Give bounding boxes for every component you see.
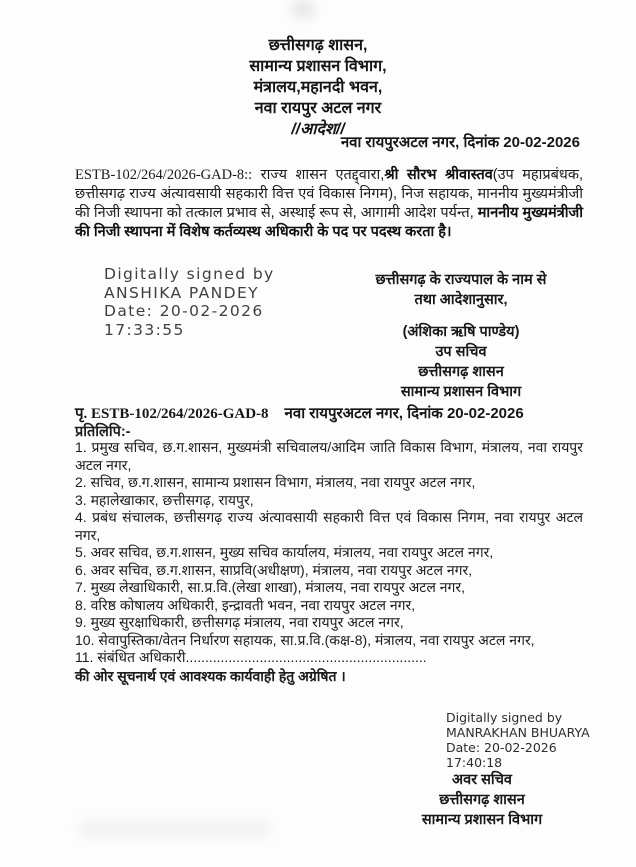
copy-list-item-8: 8. वरिष्ठ कोषालय अधिकारी, इन्द्रावती भवन, नवा रायपुर अटल नगर, xyxy=(75,596,416,613)
copy-list-item-4: 4. प्रबंध संचालक, छत्तीसगढ़ राज्य अंत्यावसायी सहकारी वित्त एवं विकास निगम, नवा रायपुर अटल नगर, xyxy=(75,509,583,543)
signatory-block-2 xyxy=(392,770,572,830)
copy-list-item-7: 7. मुख्य लेखाधिकारी, सा.प्र.वि.(लेखा शाखा), मंत्रालय, नवा रायपुर अटल नगर, xyxy=(75,579,466,595)
signatory2-government: छत्तीसगढ़ शासन xyxy=(439,792,525,808)
officer-name: श्री सौरभ श्रीवास्तव xyxy=(384,167,493,183)
dateline-top: नवा रायपुरअटल नगर, दिनांक 20-02-2026 xyxy=(340,134,580,151)
signature2-name: MANRAKHAN BHUARYA xyxy=(446,725,590,740)
authority-line-1: छत्तीसगढ़ के राज्यपाल के नाम से xyxy=(375,272,547,288)
copy-list-item-3: 3. महालेखाकार, छत्तीसगढ़, रायपुर, xyxy=(75,491,254,508)
scan-smudge-top xyxy=(292,0,314,18)
signature1-name: ANSHIKA PANDEY xyxy=(104,283,260,302)
digital-signature-stamp-1 xyxy=(104,265,275,339)
letterhead-government: छत्तीसगढ़ शासन, xyxy=(268,37,368,54)
letterhead xyxy=(0,35,636,140)
copy-list-item-11: 11. संबंधित अधिकारी.............................................................. xyxy=(75,649,427,665)
copy-list-item-5: 5. अवर सचिव, छ.ग.शासन, मुख्य सचिव कार्यालय, मंत्रालय, नवा रायपुर अटल नगर, xyxy=(75,544,494,560)
signatory-government: छत्तीसगढ़ शासन xyxy=(418,364,504,380)
signatory-block-1 xyxy=(342,270,580,402)
copy-to-label: प्रतिलिपि:- xyxy=(75,424,131,440)
order-ref-number: ESTB-102/264/2026-GAD-8:: xyxy=(75,167,253,183)
signature2-label: Digitally signed by xyxy=(446,710,563,725)
endorsement-dateline: नवा रायपुरअटल नगर, दिनांक 20-02-2026 xyxy=(284,405,524,422)
signature1-label: Digitally signed by xyxy=(104,265,275,283)
order-paragraph xyxy=(75,166,583,242)
copy-list-item-1: 1. प्रमुख सचिव, छ.ग.शासन, मुख्यमंत्री सचिवालय/आदिम जाति विकास विभाग, मंत्रालय, नवा रायपुर अटल नगर, xyxy=(75,439,583,473)
digital-signature-stamp-2 xyxy=(446,710,590,770)
signatory-department: सामान्य प्रशासन विभाग xyxy=(400,384,522,400)
signature2-time: 17:40:18 xyxy=(446,755,503,770)
letterhead-city: नवा रायपुर अटल नगर xyxy=(254,100,382,117)
signature2-date: Date: 20-02-2026 xyxy=(446,740,557,755)
authority-line-2: तथा आदेशानुसार, xyxy=(414,292,508,308)
copy-list-item-9: 9. मुख्य सुरक्षाधिकारी, छत्तीसगढ़ मंत्रालय, नवा रायपुर अटल नगर, xyxy=(75,614,404,630)
order-text-2: (उप महाप्रबंधक, छत्तीसगढ़ राज्य अंत्यावसायी सहकारी वित्त एवं विकास निगम), निज सहायक, माननीय मुख्यमंत्रीजी की निजी स्थापना को तत्काल प्रभाव से, अस्थाई रूप से, आगामी आदेश पर्यन्त, xyxy=(75,167,583,221)
copy-list-item-6: 6. अवर सचिव, छ.ग.शासन, साप्रवि(अधीक्षण), मंत्रालय, नवा रायपुर अटल नगर, xyxy=(75,561,473,578)
letterhead-department: सामान्य प्रशासन विभाग, xyxy=(249,58,387,75)
signatory2-title: अवर सचिव xyxy=(452,772,512,788)
letterhead-building: मंत्रालय,महानदी भवन, xyxy=(253,79,383,96)
signatory2-department: सामान्य प्रशासन विभाग xyxy=(421,812,543,828)
endorsement-ref-number: पृ. ESTB-102/264/2026-GAD-8 xyxy=(75,406,269,422)
closing-line: की ओर सूचनार्थ एवं आवश्यक कार्यवाही हेतु अग्रेषित । xyxy=(75,667,346,684)
order-directive: माननीय मुख्यमंत्रीजी की निजी स्थापना में विशेष कर्तव्यस्थ अधिकारी के पद पर पदस्थ करता है। xyxy=(75,205,583,240)
order-marker: //आदेश// xyxy=(291,121,345,138)
scan-smudge-bottom xyxy=(80,820,270,838)
signatory-title: उप सचिव xyxy=(435,344,487,360)
signatory-name: (अंशिका ऋषि पाण्डेय) xyxy=(402,324,520,340)
order-text-1: राज्य शासन एतद्द्वारा, xyxy=(252,167,385,183)
copy-list-item-10: 10. सेवापुस्तिका/वेतन निर्धारण सहायक, सा.प्र.वि.(कक्ष-8), मंत्रालय, नवा रायपुर अटल नगर, xyxy=(75,631,535,648)
copy-list xyxy=(75,439,583,685)
copy-list-item-2: 2. सचिव, छ.ग.शासन, सामान्य प्रशासन विभाग, मंत्रालय, नवा रायपुर अटल नगर, xyxy=(75,474,476,490)
endorsement-ref-line xyxy=(75,403,524,423)
signature1-date: Date: 20-02-2026 xyxy=(104,302,264,320)
signature1-time: 17:33:55 xyxy=(104,320,185,339)
